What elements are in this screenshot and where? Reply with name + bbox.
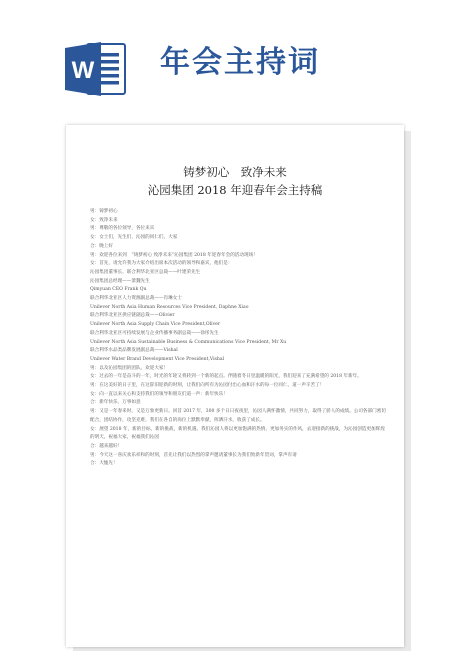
document-line: 女：展望 2018 年，新的目标，新的挑战，新的机遇。我们沁园人将以更加饱满的热情，更加务实的作风，去迎接新的挑战，为沁园创造更加辉煌的明天。祝福大家，祝福我们沁园 xyxy=(90,426,385,441)
document-heading-line2: 沁园集团 2018 年迎春年会主持稿 xyxy=(147,183,323,197)
word-icon-letter: W xyxy=(71,57,95,84)
document-line: 合：新年快乐，万事如意 xyxy=(90,400,141,406)
document-line: 男：以及沁园集团的团队，欢迎大家！ xyxy=(90,365,169,371)
word-document-icon xyxy=(65,40,127,98)
document-preview xyxy=(66,125,404,647)
document-line: 男：又是一年春来时，又是万象更新日。回首 2017 年，300 多个日日夜夜里，沁园人满怀激情，共同努力，取得了骄人的成绩。公司各部门密切配合，团结协作，攻坚克难，我们在各自的岗位上默默奉献，挥洒汗水，收获了成长。 xyxy=(90,409,386,423)
document-line: 联合利华水品类品牌发展副总裁——Vishal xyxy=(90,348,178,354)
document-line: Qimyuan CEO Frank Qu xyxy=(90,287,147,293)
document-line: 女：致净未来 xyxy=(90,217,118,223)
document-line: Unilever North Asia Human Resources Vice President, Daphne Xiao xyxy=(90,304,249,310)
document-line: 男：今天这一喜庆欢乐祥和的时刻，首先让我们以热烈的掌声邀请董事长为我们致新年贺词，掌声有请 xyxy=(90,452,297,458)
document-line: 联合利华北亚区可持续发展与企业传播事务副总裁——徐彤先生 xyxy=(90,330,219,336)
document-line: 合：越来越好！ xyxy=(90,443,123,449)
document-line: 女：女士们，先生们，沁园的同仁们，大家 xyxy=(90,235,178,241)
document-line: 女：向一直以来关心和支持我们的领导和朋友们道一声：新年快乐！ xyxy=(90,391,228,397)
document-line: 男：铸梦初心 xyxy=(90,209,118,214)
document-line: 联合利华北亚区供应链副总裁——Olivier xyxy=(90,313,175,319)
document-body xyxy=(90,208,386,469)
document-line: 女：过去的一年是奋斗的一年，时光的年轮又将转到一个新的起点。伴随着冬日里温暖的阳光，我们迎来了充满希望的 2018 年新年。 xyxy=(90,374,362,380)
document-line: Unilever North Asia Supply Chain Vice President,Oliver xyxy=(90,322,221,328)
document-line: 男：尊敬的各位领导，各位来宾 xyxy=(90,226,155,232)
document-heading-line1: 铸梦初心 致净未来 xyxy=(183,165,287,179)
document-line: 沁园集团总经理——萧魏先生 xyxy=(90,278,150,284)
page-header xyxy=(0,0,474,100)
document-line: Unilever North Asia Sustainable Business & Communications Vice President, Mr Xu xyxy=(90,339,287,345)
document-line: 男：欢迎各位来到 “铸梦初心 致净未来”沁园集团 2018 年迎春年会的活动现场！ xyxy=(90,252,258,258)
document-line: Unilever Water Brand Development Vice President,Vishal xyxy=(90,356,225,362)
page-title: 年会主持词 xyxy=(160,45,320,80)
document-line: 合：晚上好 xyxy=(90,243,113,249)
document-line: 沁园集团董事长、联合利华北亚区总裁——叶建荣先生 xyxy=(90,269,201,275)
document-line: 女：首先，请允许我为大家介绍出席本次活动的领导和嘉宾，他们是： xyxy=(90,261,233,267)
document-line: 男：在这美好的日子里，在这辞旧迎新的时刻，让我们向所有为沁园付出心血和汗水的每一位同仁，道一声辛苦了！ xyxy=(90,383,325,389)
document-line: 联合利华北亚区人力资源副总裁——肖琳女士 xyxy=(90,296,182,302)
document-line: 合：大恤先！ xyxy=(90,461,118,467)
